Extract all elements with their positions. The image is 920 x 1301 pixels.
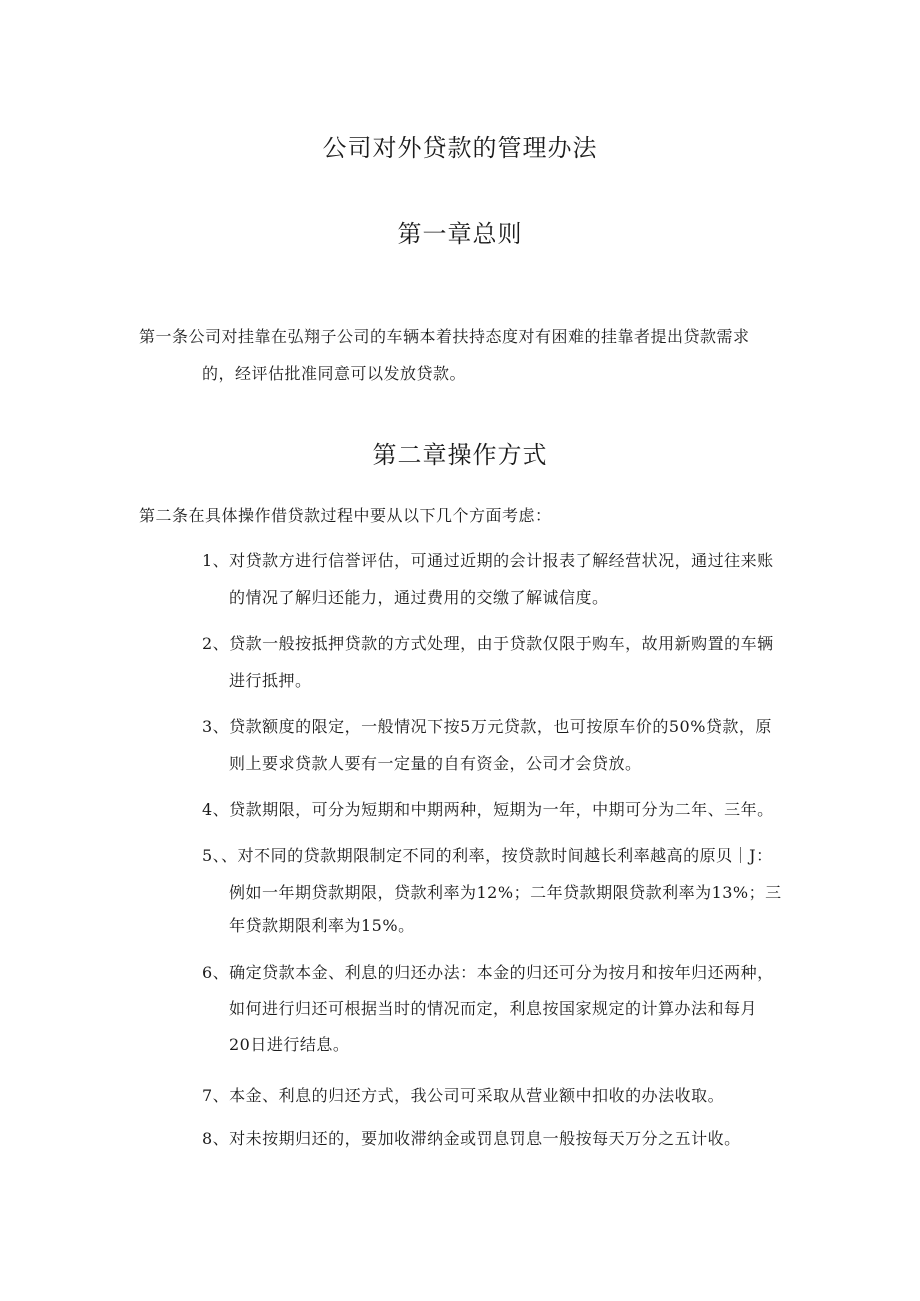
list-item-7-line-1: 7、本金、利息的归还方式，我公司可采取从营业额中扣收的办法收取。	[202, 1086, 725, 1105]
list-item-8-line-1: 8、对未按期归还的，要加收滞纳金或罚息罚息一般按每天万分之五计收。	[202, 1129, 741, 1148]
list-item-6-line-3: 20日进行结息。	[229, 1035, 350, 1054]
list-item-3-line-1: 3、贷款额度的限定，一般情况下按5万元贷款，也可按原车价的50%贷款，原	[202, 717, 772, 736]
list-item-6-line-1: 6、确定贷款本金、利息的归还办法：本金的归还可分为按月和按年归还两种，	[202, 963, 774, 982]
list-item-3-line-2: 则上要求贷款人要有一定量的自有资金，公司才会贷放。	[229, 754, 642, 773]
list-item-1-line-1: 1、对贷款方进行信誉评估，可通过近期的会计报表了解经营状况，通过往来账	[202, 551, 774, 570]
list-item-5-line-2: 例如一年期贷款期限，贷款利率为12%；二年贷款期限贷款利率为13%；三	[229, 883, 782, 902]
list-item-1-line-2: 的情况了解归还能力，通过费用的交缴了解诚信度。	[229, 588, 609, 607]
chapter-1-heading: 第一章总则	[397, 220, 523, 248]
article-2-intro: 第二条在具体操作借贷款过程中要从以下几个方面考虑：	[139, 506, 552, 525]
article-1-line-2: 的，经评估批准同意可以发放贷款。	[202, 364, 467, 383]
document-title: 公司对外贷款的管理办法	[322, 134, 598, 162]
list-item-2-line-2: 进行抵押。	[229, 671, 312, 690]
article-1-line-1: 第一条公司对挂靠在弘翔子公司的车辆本着扶持态度对有困难的挂靠者提出贷款需求	[139, 327, 750, 346]
list-item-5-line-1: 5、、对不同的贷款期限制定不同的利率，按贷款时间越长利率越高的原贝｜J：	[202, 846, 773, 865]
list-item-4-line-1: 4、贷款期限，可分为短期和中期两种，短期为一年，中期可分为二年、三年。	[202, 800, 774, 819]
list-item-2-line-1: 2、贷款一般按抵押贷款的方式处理，由于贷款仅限于购车，故用新购置的车辆	[202, 634, 774, 653]
chapter-2-heading: 第二章操作方式	[372, 441, 548, 469]
list-item-6-line-2: 如何进行归还可根据当时的情况而定，利息按国家规定的计算办法和每月	[229, 999, 758, 1018]
list-item-5-line-3: 年贷款期限利率为15%。	[229, 916, 415, 935]
